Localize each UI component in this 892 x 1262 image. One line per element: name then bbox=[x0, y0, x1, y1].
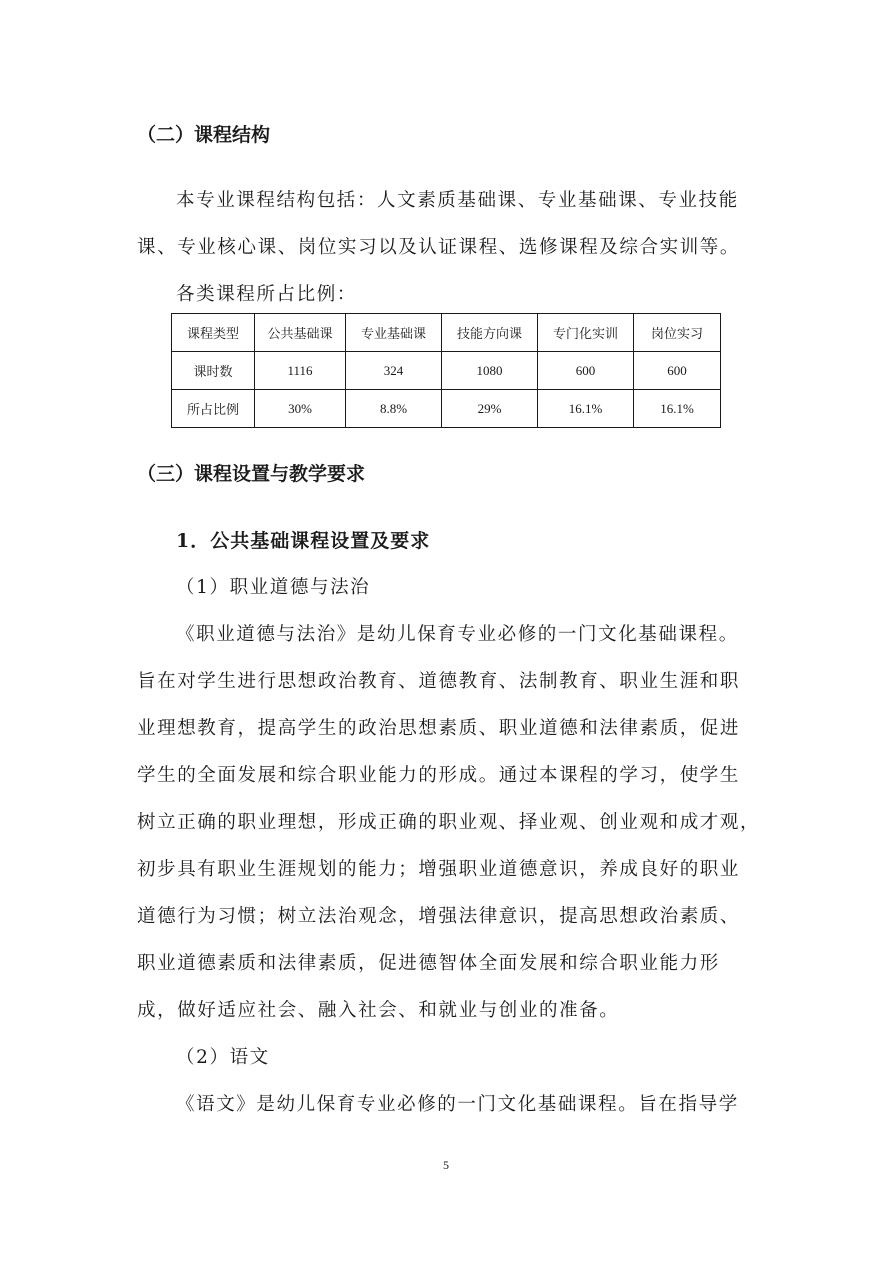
course-title-ethics-law: （1）职业道德与法治 bbox=[176, 577, 371, 598]
paragraph-line: 成，做好适应社会、融入社会、和就业与创业的准备。 bbox=[137, 1000, 620, 1021]
subsection-heading-public-courses: 1．公共基础课程设置及要求 bbox=[176, 530, 431, 552]
table-header-cell: 课程类型 bbox=[172, 314, 255, 352]
table-header-cell: 公共基础课 bbox=[255, 314, 346, 352]
table-row-label: 所占比例 bbox=[172, 390, 255, 428]
table-cell: 16.1% bbox=[538, 390, 634, 428]
table-header-cell: 技能方向课 bbox=[442, 314, 538, 352]
paragraph-line: 《语文》是幼儿保育专业必修的一门文化基础课程。旨在指导学 bbox=[176, 1094, 739, 1115]
table-cell: 8.8% bbox=[346, 390, 442, 428]
table-cell: 600 bbox=[538, 352, 634, 390]
table-cell: 16.1% bbox=[634, 390, 721, 428]
table-cell: 30% bbox=[255, 390, 346, 428]
table-row-hours bbox=[172, 352, 721, 390]
table-cell: 600 bbox=[634, 352, 721, 390]
ratio-caption: 各类课程所占比例： bbox=[176, 284, 357, 305]
paragraph-line: 旨在对学生进行思想政治教育、道德教育、法制教育、职业生涯和职 bbox=[137, 671, 741, 692]
section-heading-course-structure: （二）课程结构 bbox=[137, 124, 271, 146]
section-heading-course-settings: （三）课程设置与教学要求 bbox=[137, 463, 366, 485]
table-header-cell: 岗位实习 bbox=[634, 314, 721, 352]
table-cell: 324 bbox=[346, 352, 442, 390]
table-header-cell: 专门化实训 bbox=[538, 314, 634, 352]
page-number: 5 bbox=[443, 1158, 449, 1172]
table-header-row bbox=[172, 314, 721, 352]
table-cell: 1116 bbox=[255, 352, 346, 390]
table-row-ratio bbox=[172, 390, 721, 428]
table-row-label: 课时数 bbox=[172, 352, 255, 390]
paragraph-line: 学生的全面发展和综合职业能力的形成。通过本课程的学习，使学生 bbox=[137, 765, 741, 786]
table-cell: 29% bbox=[442, 390, 538, 428]
paragraph-line: 职业道德素质和法律素质，促进德智体全面发展和综合职业能力形 bbox=[137, 953, 720, 974]
course-ratio-table bbox=[171, 313, 721, 428]
intro-paragraph-line-2: 课、专业核心课、岗位实习以及认证课程、选修课程及综合实训等。 bbox=[137, 237, 741, 258]
paragraph-line: 初步具有职业生涯规划的能力；增强职业道德意识，养成良好的职业 bbox=[137, 859, 741, 880]
paragraph-line: 道德行为习惯；树立法治观念，增强法律意识，提高思想政治素质、 bbox=[137, 906, 741, 927]
paragraph-line: 树立正确的职业理想，形成正确的职业观、择业观、创业观和成才观， bbox=[137, 812, 761, 833]
intro-paragraph-line-1: 本专业课程结构包括：人文素质基础课、专业基础课、专业技能 bbox=[176, 190, 739, 211]
table-header-cell: 专业基础课 bbox=[346, 314, 442, 352]
course-title-chinese: （2）语文 bbox=[176, 1047, 270, 1068]
paragraph-line: 《职业道德与法治》是幼儿保育专业必修的一门文化基础课程。 bbox=[176, 624, 739, 645]
paragraph-line: 业理想教育，提高学生的政治思想素质、职业道德和法律素质，促进 bbox=[137, 718, 741, 739]
table-cell: 1080 bbox=[442, 352, 538, 390]
